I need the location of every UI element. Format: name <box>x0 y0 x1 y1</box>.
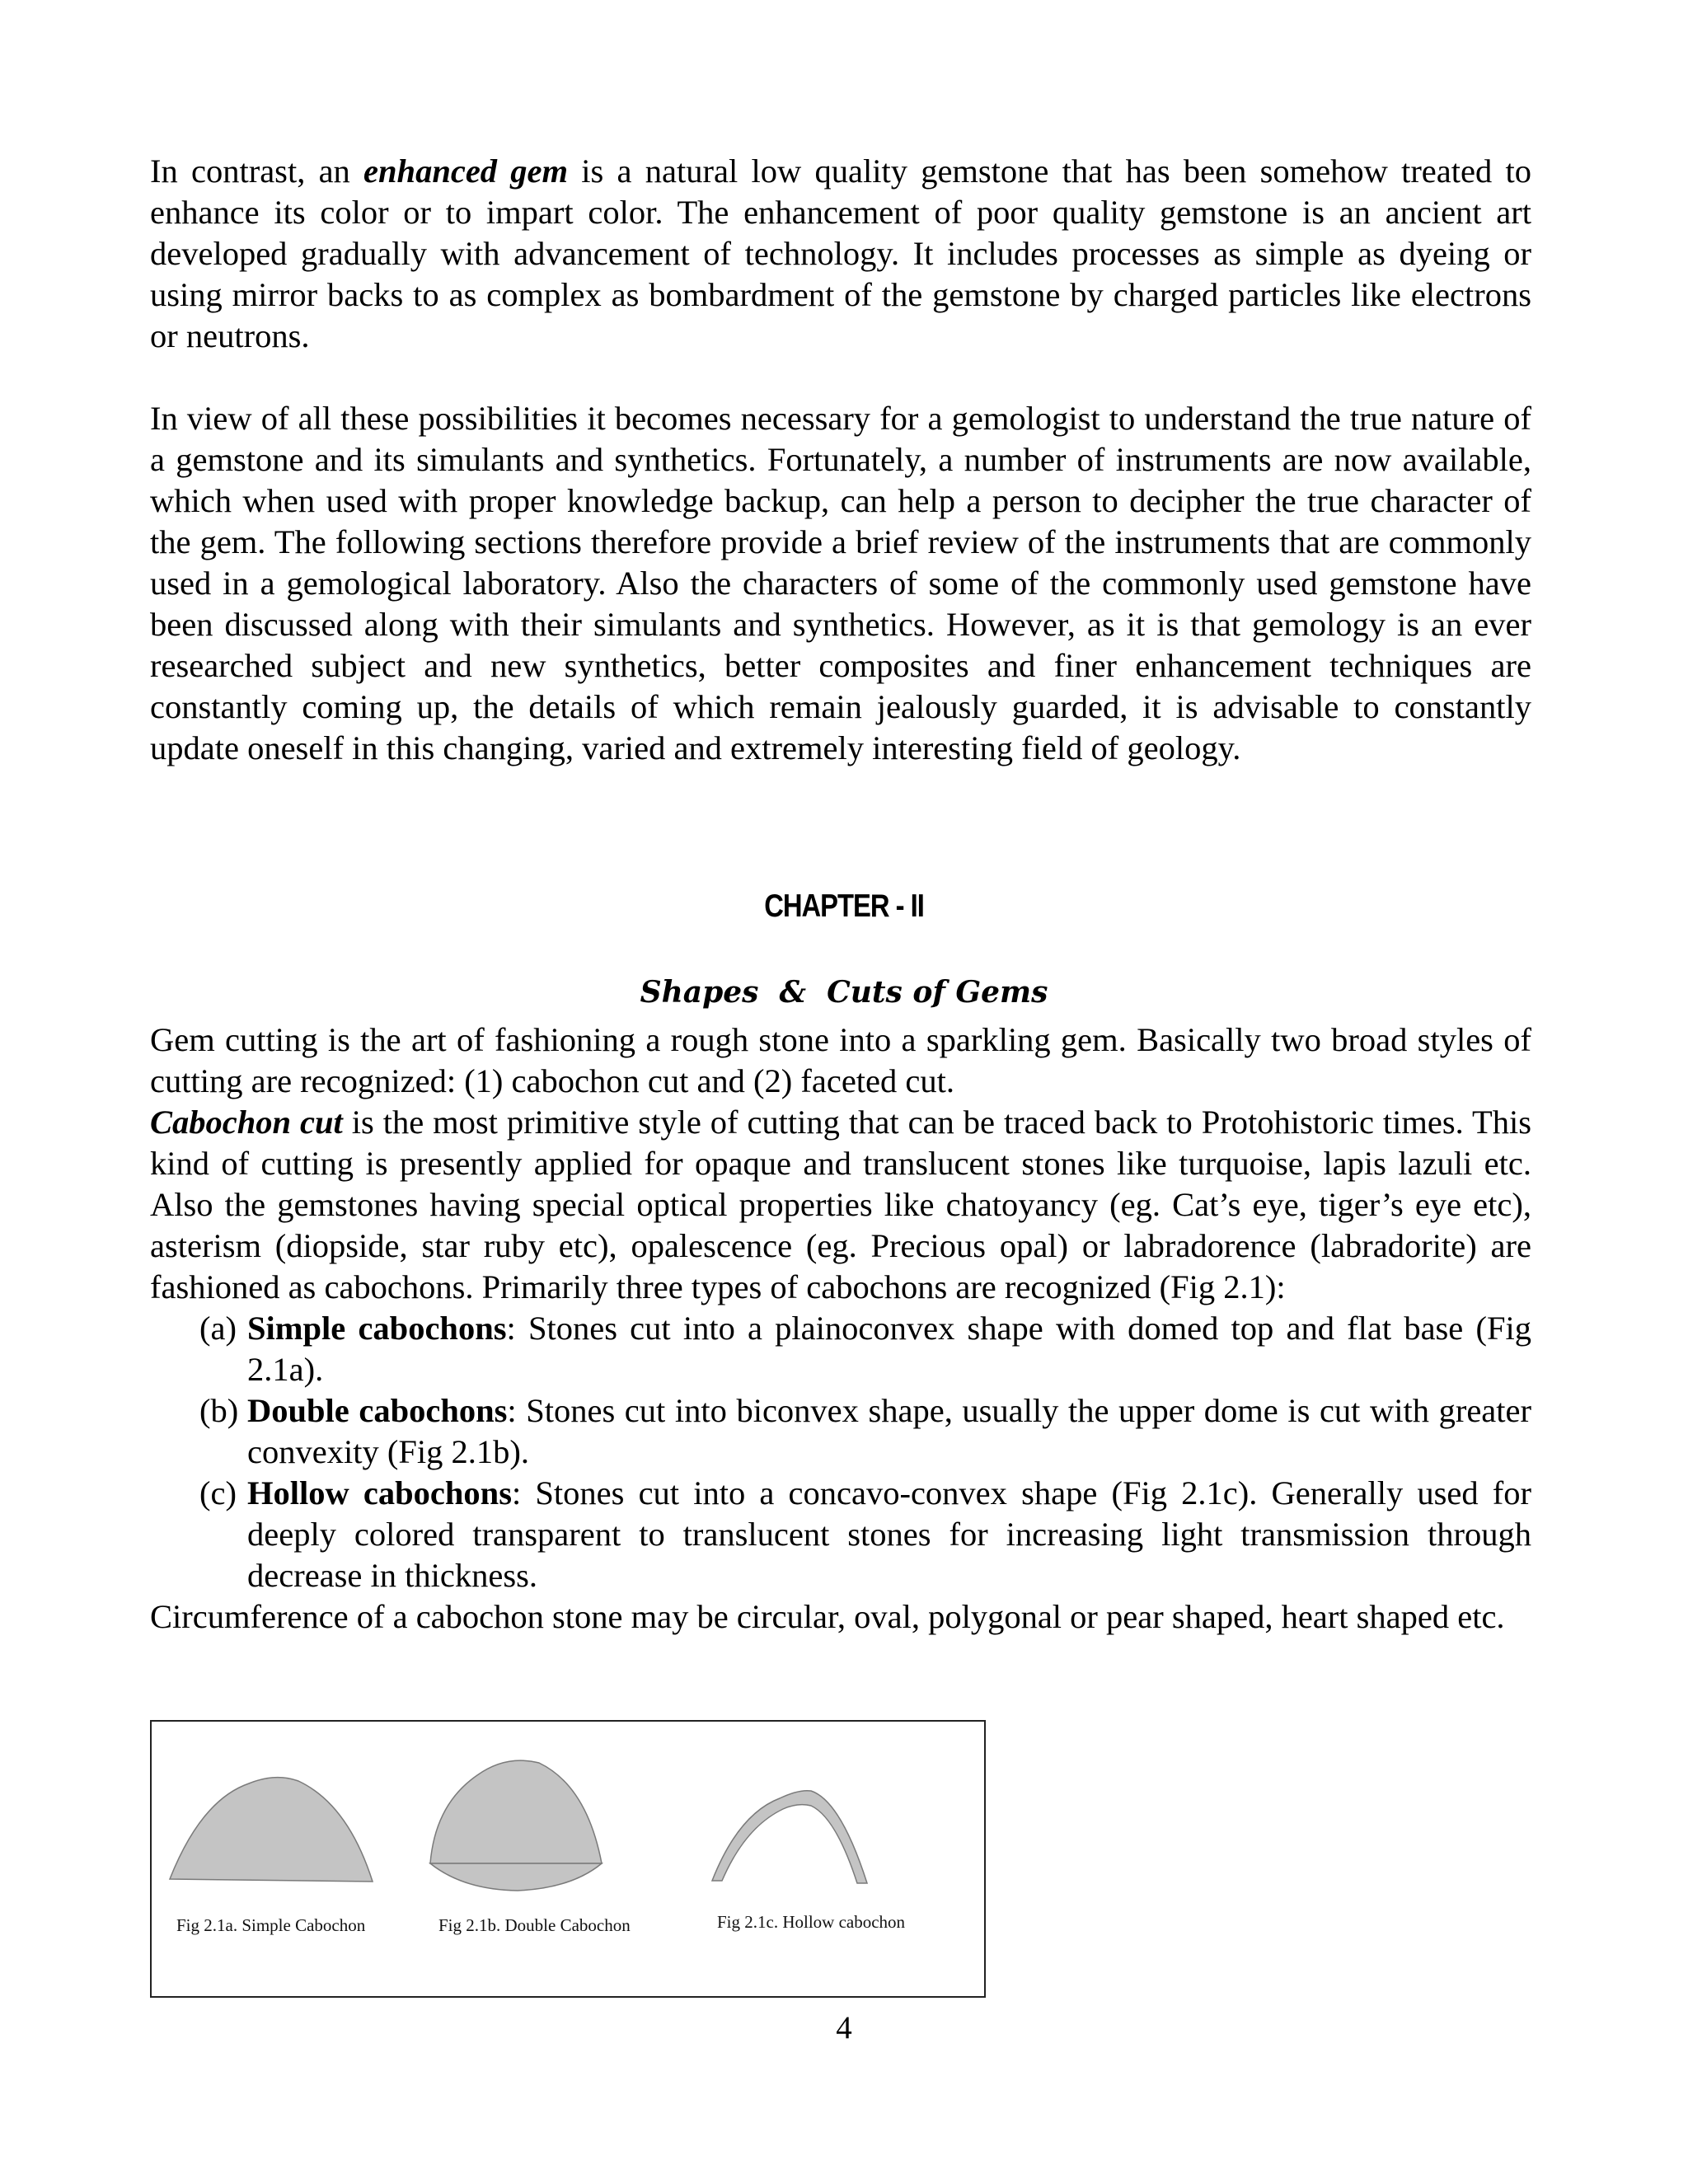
chapter-heading: CHAPTER - II <box>764 888 924 924</box>
figure-drawing <box>152 1722 984 1996</box>
list-label: (b) <box>199 1392 239 1429</box>
paragraph-circumference: Circumference of a cabochon stone may be circular, oval, polygonal or pear shaped, heart shaped etc. <box>150 1598 1505 1635</box>
list-term: Hollow cabochons <box>247 1474 512 1511</box>
hollow-cabochon-shape <box>712 1791 867 1883</box>
list-text: : Stones cut into a concavo-convex shape (Fig 2.1c). Generally used for deeply colored transparent to translucent stones for increasing light transmission through decrease in thickness. <box>247 1474 1532 1594</box>
section-body <box>150 1019 1531 1638</box>
list-text: : Stones cut into biconvex shape, usually the upper dome is cut with greater convexity (Fig 2.1b). <box>247 1392 1531 1470</box>
list-item-double <box>150 1390 1531 1473</box>
list-text: : Stones cut into a plainoconvex shape with domed top and flat base (Fig 2.1a). <box>247 1310 1531 1388</box>
paragraph-cabochon <box>150 1102 1531 1308</box>
figure-cabochons <box>150 1720 986 1998</box>
paragraph-enhanced-gem <box>150 151 1531 357</box>
list-label: (a) <box>199 1310 237 1347</box>
page-number: 4 <box>836 2010 852 2046</box>
paragraph-gemologist: In view of all these possibilities it becomes necessary for a gemologist to understand the true nature of a gemstone and its simulants and synthetics. Fortunately, a number of instruments are now available, which when used with proper knowledge backup, can help a person to decipher the true character of the gem. The following sections therefore provide a brief review of the instruments that are commonly used in a gemological laboratory. Also the characters of some of the commonly used gemstone have been discussed along with their simulants and synthetics. However, as it is that gemology is an ever researched subject and new synthetics, better composites and finer enhancement techniques are constantly coming up, the details of which remain jealously guarded, it is advisable to constantly update oneself in this changing, varied and extremely interesting field of geology. <box>150 400 1531 766</box>
list-item-hollow <box>150 1473 1531 1596</box>
term-cabochon-cut: Cabochon cut <box>150 1104 343 1141</box>
list-term: Simple cabochons <box>247 1310 507 1347</box>
list-item-simple <box>150 1308 1531 1390</box>
double-cabochon-lower-dome <box>430 1863 602 1891</box>
double-cabochon-upper-dome <box>430 1760 602 1863</box>
paragraph-intro: Gem cutting is the art of fashioning a rough stone into a sparkling gem. Basically two broad styles of cutting are recognized: (1) cabochon cut and (2) faceted cut. <box>150 1021 1531 1099</box>
figure-caption-simple: Fig 2.1a. Simple Cabochon <box>176 1915 366 1935</box>
paragraph-text: is a natural low quality gemstone that has been somehow treated to enhance its color or to impart color. The enhancement of poor quality gemstone is an ancient art developed gradually with advancement of technology. It includes processes as simple as dyeing or using mirror backs to as complex as bombardment of the gemstone by charged particles like electrons or neutrons. <box>150 152 1531 354</box>
list-label: (c) <box>199 1474 237 1511</box>
list-term: Double cabochons <box>247 1392 508 1429</box>
figure-caption-double: Fig 2.1b. Double Cabochon <box>438 1915 631 1935</box>
figure-caption-hollow: Fig 2.1c. Hollow cabochon <box>717 1912 906 1932</box>
paragraph-text: is the most primitive style of cutting that can be traced back to Protohistoric times. This kind of cutting is presently applied for opaque and translucent stones like turquoise, lapis lazuli etc. Also the gemstones having special optical properties like chatoyancy (eg. Cat’s eye, tiger’s eye etc), asterism (diopside, star ruby etc), opalescence (eg. Precious opal) or labradorence (labradorite) are fashioned as cabochons. Primarily three types of cabochons are recognized (Fig 2.1): <box>150 1104 1531 1305</box>
term-enhanced-gem: enhanced gem <box>363 152 569 190</box>
simple-cabochon-shape <box>170 1778 373 1882</box>
section-title: Shapes & Cuts of Gems <box>640 975 1048 1010</box>
paragraph-text: In contrast, an <box>150 152 364 190</box>
